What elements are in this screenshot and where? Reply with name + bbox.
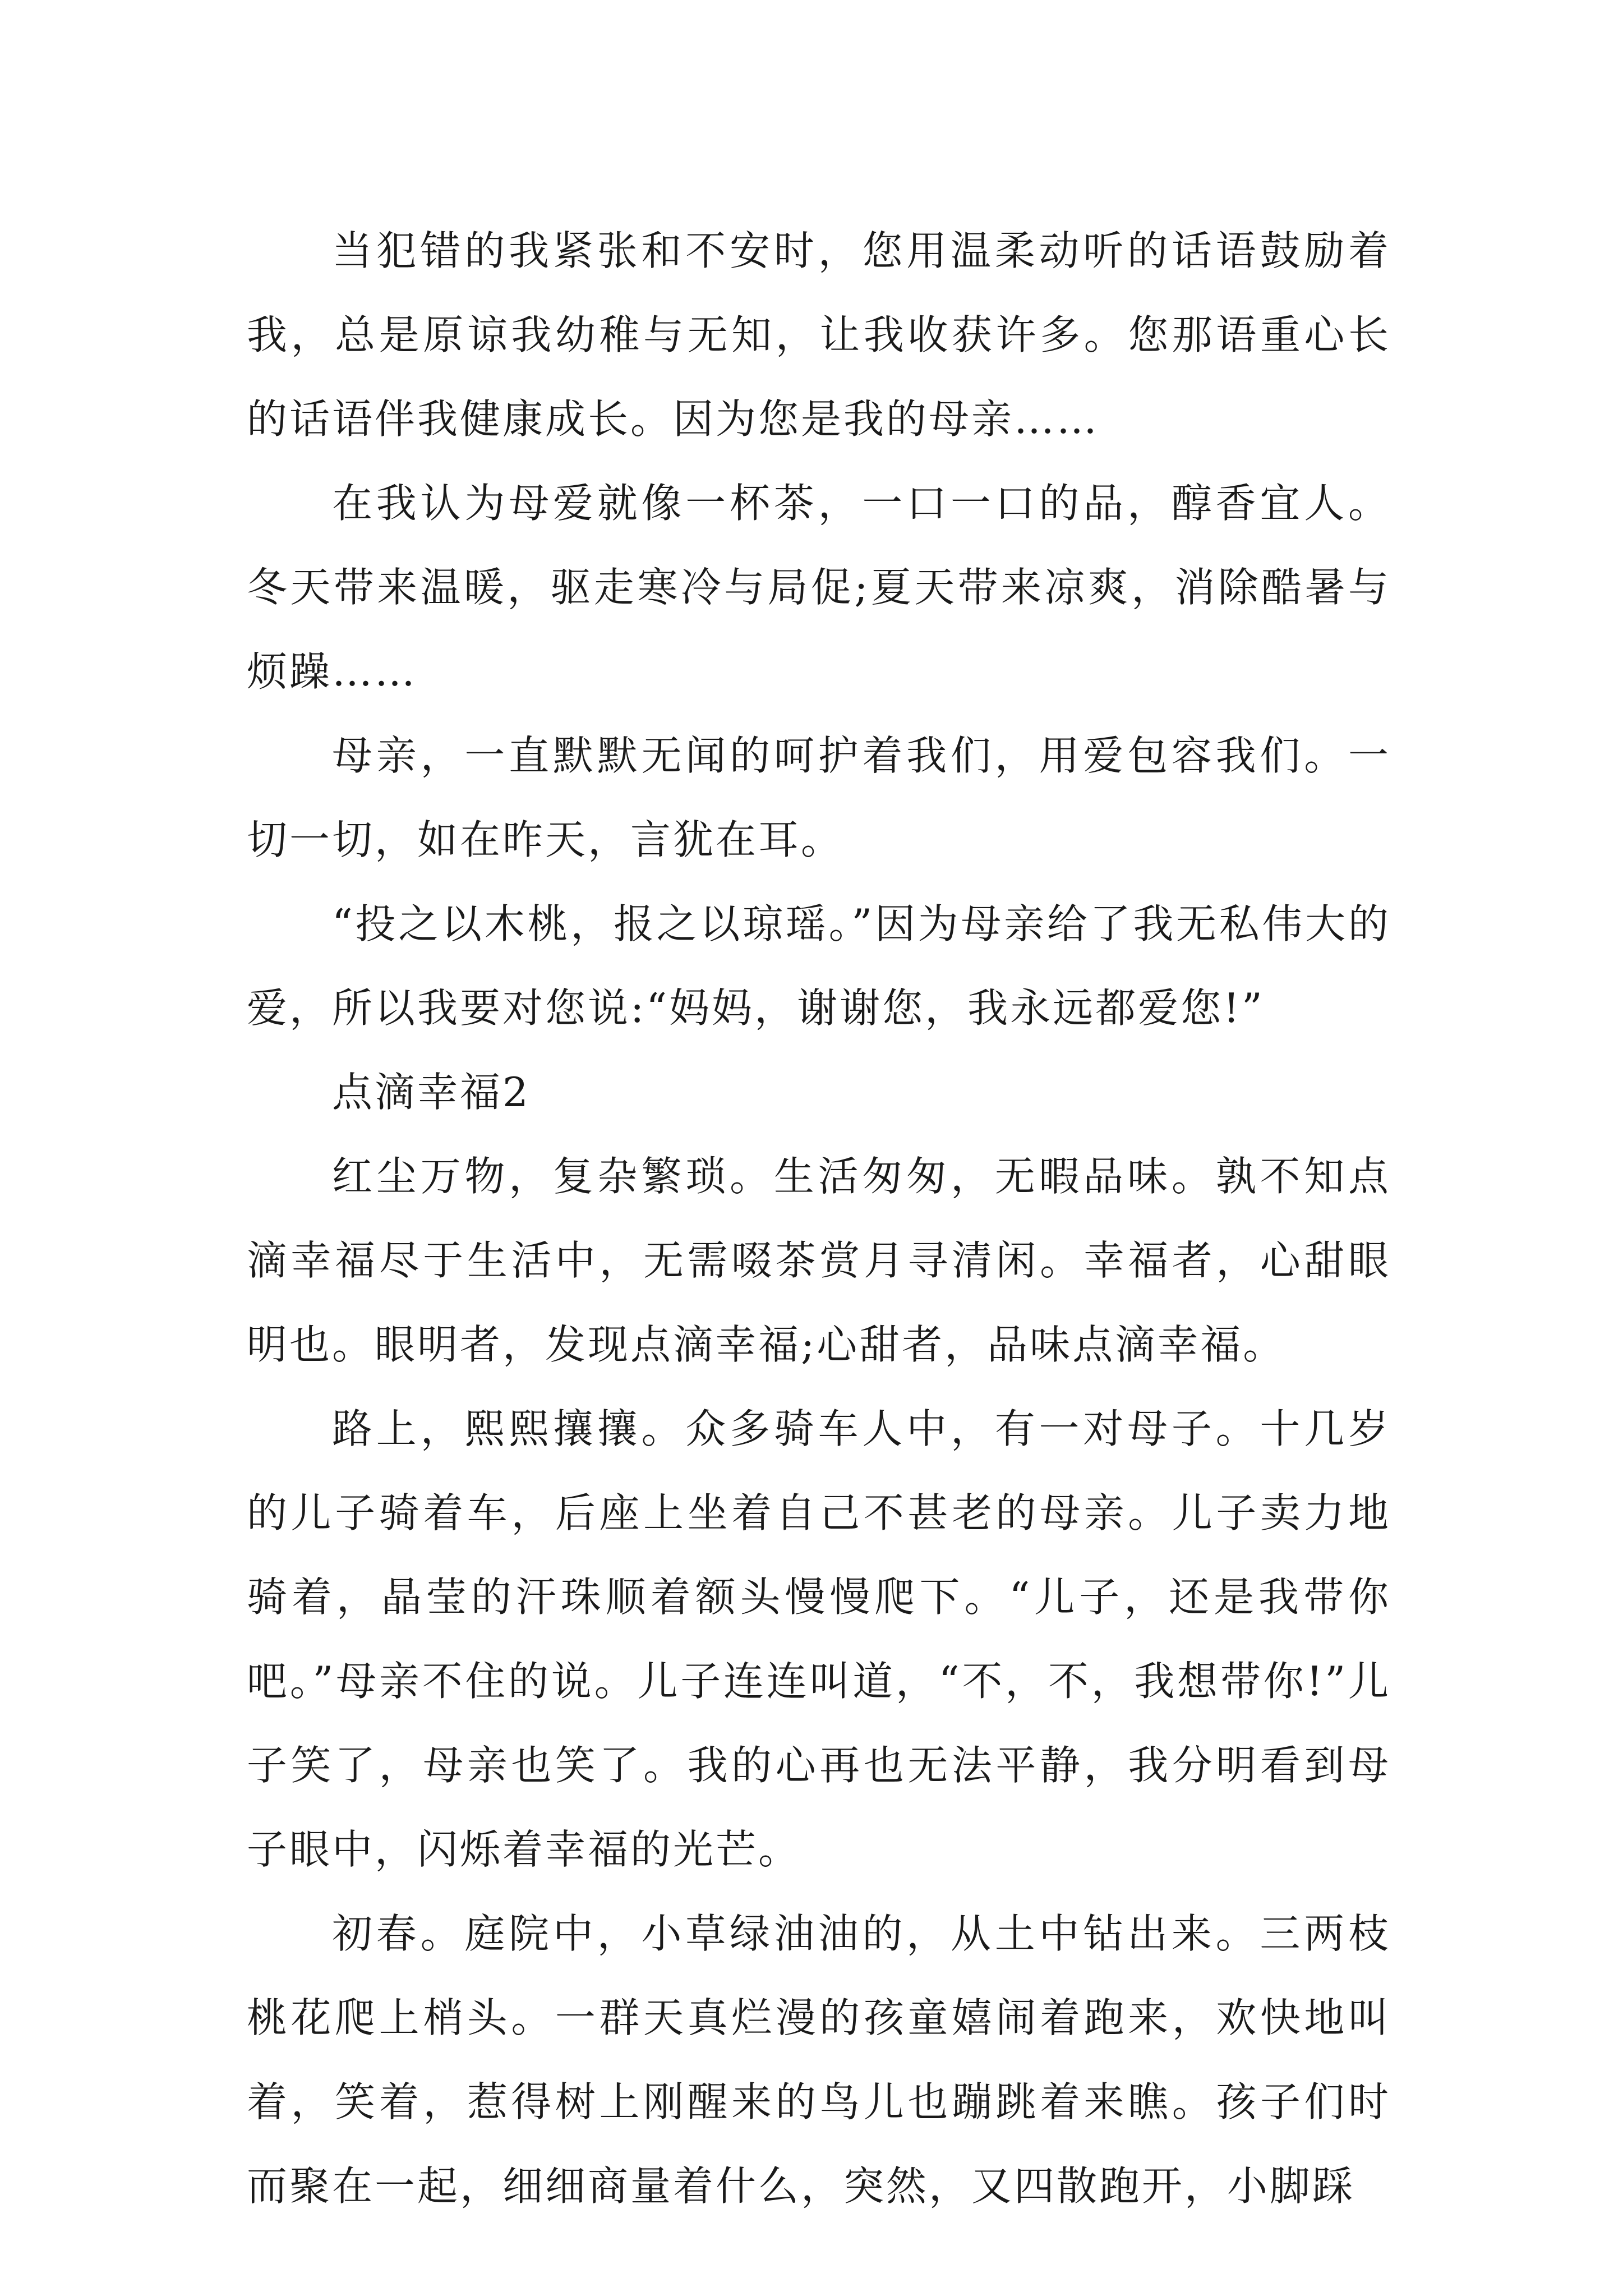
paragraph-1: 当犯错的我紧张和不安时，您用温柔动听的话语鼓励着我，总是原谅我幼稚与无知，让我收获许多。您那语重心长的话语伴我健康成长。因为您是我的母亲……	[247, 227, 1391, 443]
paragraph-4: “投之以木桃，报之以琼瑶。”因为母亲给了我无私伟大的爱，所以我要对您说:“妈妈，谢谢您，我永远都爱您!”	[247, 900, 1391, 1032]
paragraph-2: 在我认为母爱就像一杯茶，一口一口的品，醇香宜人。冬天带来温暖，驱走寒冷与局促;夏天带来凉爽，消除酷暑与烦躁……	[247, 480, 1391, 695]
paragraph-6: 路上，熙熙攘攘。众多骑车人中，有一对母子。十几岁的儿子骑着车，后座上坐着自己不甚老的母亲。儿子卖力地骑着，晶莹的汗珠顺着额头慢慢爬下。“儿子，还是我带你吧。”母亲不住的说。儿子连连叫道，“不，不，我想带你!”儿子笑了，母亲也笑了。我的心再也无法平静，我分明看到母子眼中，闪烁着幸福的光芒。	[247, 1405, 1391, 1873]
paragraph-7: 初春。庭院中，小草绿油油的，从土中钻出来。三两枝桃花爬上梢头。一群天真烂漫的孩童嬉闹着跑来，欢快地叫着，笑着，惹得树上刚醒来的鸟儿也蹦跳着来瞧。孩子们时而聚在一起，细细商量着什么，突然，又四散跑开，小脚踩	[247, 1910, 1391, 2210]
paragraph-3: 母亲，一直默默无闻的呵护着我们，用爱包容我们。一切一切，如在昨天，言犹在耳。	[247, 732, 1391, 863]
section-heading: 点滴幸福2	[332, 1069, 531, 1116]
paragraph-5: 红尘万物，复杂繁琐。生活匆匆，无暇品味。孰不知点滴幸福尽于生活中，无需啜茶赏月寻清闲。幸福者，心甜眼明也。眼明者，发现点滴幸福;心甜者，品味点滴幸福。	[247, 1153, 1391, 1368]
document-body	[247, 209, 1391, 2228]
